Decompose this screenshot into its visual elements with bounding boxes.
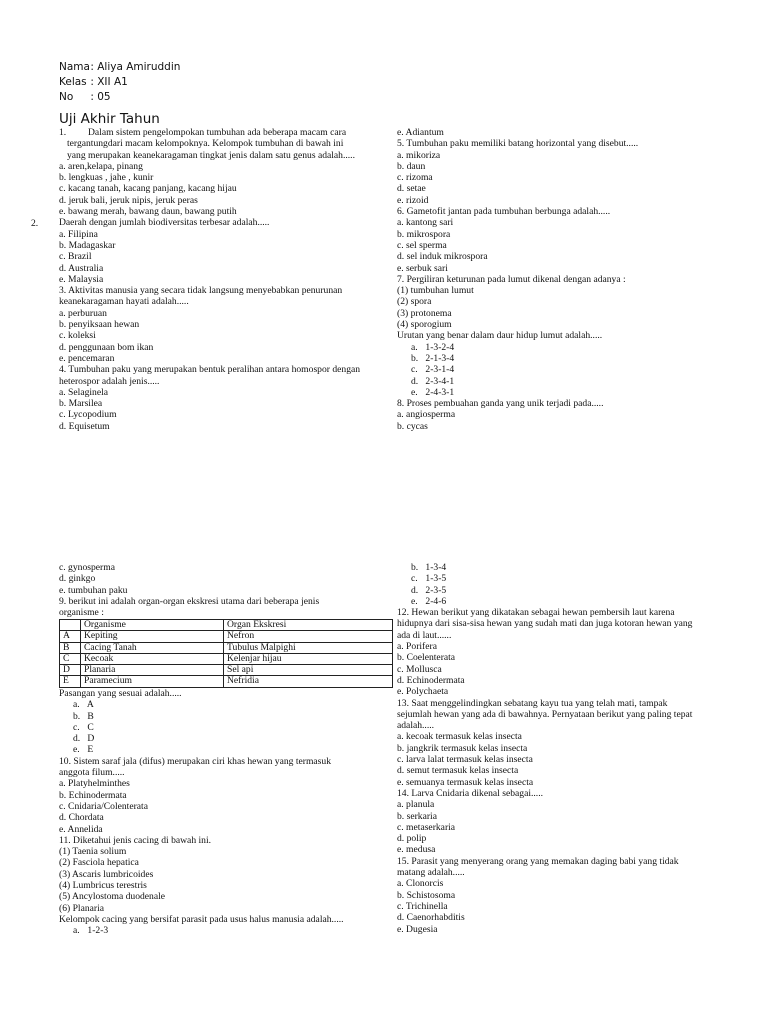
text-line: b. lengkuas , jahe , kunir	[59, 172, 154, 184]
text-line: b. Echinodermata	[59, 789, 127, 801]
option-line	[59, 733, 379, 744]
text-line: a. planula	[397, 799, 435, 811]
excretion-table	[59, 619, 393, 688]
text-line: keanekaragaman hayati adalah.....	[59, 296, 189, 308]
text-line: c. metaserkaria	[397, 821, 456, 833]
option-line	[59, 722, 379, 733]
option-letter: e.	[411, 595, 418, 607]
text-line: (3) Ascaris lumbricoides	[59, 868, 154, 880]
number-line	[59, 90, 111, 105]
table-cell: Nefron	[224, 631, 393, 642]
option-letter: c.	[411, 573, 418, 585]
table-row	[60, 676, 393, 687]
text-line: (2) Fasciola hepatica	[59, 857, 139, 869]
option-letter: e.	[73, 744, 80, 756]
text-line: a. Clonorcis	[397, 878, 444, 890]
option-line	[59, 699, 379, 710]
option-line	[397, 585, 717, 596]
text-line: 3. Aktivitas manusia yang secara tidak langsung menyebabkan penurunan	[59, 285, 343, 297]
option-letter: b.	[411, 352, 419, 364]
table-row	[60, 665, 393, 676]
text-line: d. jeruk bali, jeruk nipis, jeruk peras	[59, 194, 198, 206]
option-text: 2-3-4-1	[425, 375, 455, 387]
text-line: 6. Gametofit jantan pada tumbuhan berbunga adalah.....	[397, 206, 611, 218]
table-cell: Kepiting	[81, 631, 224, 642]
text-line: 5. Tumbuhan paku memiliki batang horizontal yang disebut.....	[397, 138, 639, 150]
option-letter: b.	[411, 562, 419, 573]
option-text: C	[87, 721, 94, 733]
text-line: adalah.....	[397, 720, 435, 732]
text-line: b. jangkrik termasuk kelas insecta	[397, 742, 528, 754]
option-text: 2-4-6	[425, 595, 447, 607]
class-line	[59, 75, 128, 90]
text-line: organisme :	[59, 607, 104, 619]
option-line	[397, 364, 717, 375]
text-line: anggota filum.....	[59, 767, 125, 779]
text-line: c. Trichinella	[397, 900, 448, 912]
text-line: 12. Hewan berikut yang dikatakan sebagai hewan pembersih laut karena	[397, 607, 675, 619]
table-cell: Paramecium	[81, 676, 224, 687]
text-line: e. serbuk sari	[397, 262, 448, 274]
text-line: b. serkaria	[397, 810, 437, 822]
text-line: d. setae	[397, 183, 426, 195]
option-text: 1-3-2-4	[425, 341, 455, 353]
table-header-cell	[60, 620, 81, 631]
text-line: d. penggunaan bom ikan	[59, 341, 154, 353]
text-line: d. ginkgo	[59, 573, 96, 585]
text-line: b. Coelenterata	[397, 652, 456, 664]
text-line: d. Echinodermata	[397, 674, 465, 686]
text-line: d. Australia	[59, 262, 104, 274]
column-top-left	[59, 127, 379, 432]
text-line: Pasangan yang sesuai adalah.....	[59, 688, 182, 699]
question-number-2: 2.	[31, 218, 39, 229]
text-line: tergantungdari macam kelompoknya. Kelompok tumbuhan di bawah ini	[67, 138, 344, 150]
option-line	[59, 744, 379, 755]
text-line: Dalam sistem pengelompokan tumbuhan ada beberapa macam cara	[88, 127, 347, 138]
option-line	[397, 376, 717, 387]
text-line: a. kantong sari	[397, 217, 454, 229]
table-cell: Tubulus Malpighi	[224, 642, 393, 653]
text-line: a. kecoak termasuk kelas insecta	[397, 731, 522, 743]
option-line	[397, 573, 717, 584]
option-line	[397, 353, 717, 364]
option-text: A	[86, 699, 94, 711]
option-text: 2-1-3-4	[425, 352, 455, 364]
text-line: 8. Proses pembuahan ganda yang unik terjadi pada.....	[397, 398, 604, 410]
option-text: D	[87, 733, 95, 745]
text-line: c. kacang tanah, kacang panjang, kacang hijau	[59, 183, 237, 195]
text-line: c. larva lalat termasuk kelas insecta	[397, 754, 533, 766]
table-cell: Cacing Tanah	[81, 642, 224, 653]
option-text: E	[87, 744, 94, 756]
text-line: 9. berikut ini adalah organ-organ ekskresi utama dari beberapa jenis	[59, 595, 320, 607]
text-line: 15. Parasit yang menyerang orang yang memakan daging babi yang tidak	[397, 855, 679, 867]
text-line: a. aren,kelapa, pinang	[59, 160, 143, 172]
table-header-cell: Organ Ekskresi	[224, 620, 393, 631]
text-line: 10. Sistem saraf jala (difus) merupakan ciri khas hewan yang termasuk	[59, 755, 332, 767]
text-line: e. medusa	[397, 844, 436, 856]
text-line: d. semut termasuk kelas insecta	[397, 765, 519, 777]
text-line: c. Brazil	[59, 251, 92, 263]
text-line: c. Mollusca	[397, 663, 442, 675]
option-letter: b.	[73, 710, 81, 722]
text-line: e. rizoid	[397, 194, 429, 206]
text-line: e. Annelida	[59, 823, 103, 835]
option-text: 2-4-3-1	[425, 386, 455, 398]
table-cell: Sel api	[224, 665, 393, 676]
text-line: Kelompok cacing yang bersifat parasit pada usus halus manusia adalah.....	[59, 913, 344, 925]
table-cell: B	[60, 642, 81, 653]
text-line: c. sel sperma	[397, 239, 447, 251]
column-top-right	[397, 127, 717, 432]
text-line: (4) sporogium	[397, 319, 452, 331]
text-line: Daerah dengan jumlah biodiversitas terbesar adalah.....	[59, 217, 270, 229]
text-line: d. sel induk mikrospora	[397, 251, 488, 263]
option-text: B	[87, 710, 94, 722]
text-line: c. rizoma	[397, 172, 433, 184]
text-line: d. Caenorhabditis	[397, 912, 465, 924]
text-line: b. Madagaskar	[59, 239, 116, 251]
text-line: (1) Taenia solium	[59, 846, 127, 858]
text-line: a. Filipina	[59, 228, 98, 240]
option-letter: c.	[411, 364, 418, 376]
option-line	[397, 387, 717, 398]
name-label: Nama	[59, 61, 90, 73]
text-line: (4) Lumbricus terestris	[59, 880, 147, 892]
option-line	[397, 596, 717, 607]
name-line	[59, 60, 180, 75]
text-line: c. koleksi	[59, 330, 96, 342]
table-cell: Planaria	[81, 665, 224, 676]
text-line: 14. Larva Cnidaria dikenal sebagai.....	[397, 787, 543, 799]
text-line: 7. Pergiliran keturunan pada lumut dikenal dengan adanya :	[397, 273, 626, 285]
option-line	[397, 342, 717, 353]
table-cell: Nefridia	[224, 676, 393, 687]
table-cell: Kelenjar hijau	[224, 653, 393, 664]
text-line: (2) spora	[397, 296, 432, 308]
text-line: Urutan yang benar dalam daur hidup lumut adalah.....	[397, 330, 603, 342]
text-line: a. Porifera	[397, 641, 437, 653]
table-row	[60, 642, 393, 653]
number-label: No	[59, 91, 74, 103]
option-line	[59, 925, 379, 936]
text-line: a. perburuan	[59, 307, 107, 319]
text-line: matang adalah.....	[397, 867, 465, 879]
option-line	[59, 711, 379, 722]
table-cell: C	[60, 653, 81, 664]
text-line: e. tumbuhan paku	[59, 584, 128, 596]
text-line: (6) Planaria	[59, 902, 105, 914]
table-cell: D	[60, 665, 81, 676]
option-letter: a.	[73, 925, 80, 937]
option-line	[397, 562, 717, 573]
table-cell: Kecoak	[81, 653, 224, 664]
table-row	[60, 631, 393, 642]
text-line: c. Lycopodium	[59, 409, 117, 421]
text-line: sejumlah hewan yang ada di bawahnya. Pernyataan berikut yang paling tepat	[397, 708, 693, 720]
text-line: e. bawang merah, bawang daun, bawang putih	[59, 206, 237, 218]
table-cell: E	[60, 676, 81, 687]
text-line: e. semuanya termasuk kelas insecta	[397, 776, 534, 788]
text-line: b. mikrospora	[397, 228, 451, 240]
text-line: b. Schistosoma	[397, 889, 456, 901]
name-value: : Aliya Amiruddin	[90, 61, 181, 73]
text-line: e. Malaysia	[59, 273, 104, 285]
option-text: 2-3-1-4	[425, 364, 455, 376]
text-line: a. Selaginela	[59, 386, 109, 398]
text-line: b. Marsilea	[59, 398, 103, 410]
text-line: e. Adiantum	[397, 127, 444, 138]
text-line: ada di laut......	[397, 629, 452, 641]
table-header-row	[60, 620, 393, 631]
text-line: hidupnya dari sisa-sisa hewan yang sudah mati dan juga kotoran hewan yang	[397, 618, 693, 630]
question-number-1: 1.	[59, 127, 67, 138]
text-line: d. Equisetum	[59, 420, 110, 432]
table-row	[60, 653, 393, 664]
option-letter: d.	[411, 584, 419, 596]
option-text: 1-2-3	[87, 925, 109, 937]
option-letter: d.	[73, 733, 81, 745]
option-text: 1-3-5	[425, 573, 447, 585]
text-line: a. angiosperma	[397, 409, 456, 421]
text-line: c. Cnidaria/Colenterata	[59, 800, 148, 812]
text-line: e. pencemaran	[59, 352, 115, 364]
text-line: (3) protonema	[397, 307, 452, 319]
text-line: yang merupakan keanekaragaman tingkat jenis dalam satu genus adalah.....	[67, 149, 355, 161]
text-line: heterospor adalah jenis.....	[59, 375, 160, 387]
text-line: d. Chordata	[59, 812, 104, 824]
text-line: c. gynosperma	[59, 562, 115, 573]
text-line: (5) Ancylostoma duodenale	[59, 891, 166, 903]
number-value: : 05	[90, 91, 111, 103]
text-line: (1) tumbuhan lumut	[397, 285, 474, 297]
class-value: : XII A1	[90, 76, 128, 88]
text-line: e. Dugesia	[397, 923, 438, 935]
option-letter: a.	[73, 699, 80, 711]
option-letter: e.	[411, 386, 418, 398]
option-text: 1-3-4	[425, 562, 447, 573]
text-line: 4. Tumbuhan paku yang merupakan bentuk peralihan antara homospor dengan	[59, 364, 361, 376]
text-line: a. Platyhelminthes	[59, 778, 130, 790]
option-letter: a.	[411, 341, 418, 353]
text-line: e. Polychaeta	[397, 686, 449, 698]
text-line: b. daun	[397, 160, 426, 172]
text-line: d. polip	[397, 833, 427, 845]
text-line: b. cycas	[397, 420, 428, 432]
text-line: 13. Saat menggelindingkan sebatang kayu tua yang telah mati, tampak	[397, 697, 668, 709]
text-line: a. mikoriza	[397, 149, 441, 161]
column-bottom-left-a	[59, 562, 379, 618]
option-text: 2-3-5	[425, 584, 447, 596]
column-bottom-right	[397, 562, 717, 935]
text-line: 11. Diketahui jenis cacing di bawah ini.	[59, 834, 212, 846]
option-letter: c.	[73, 721, 80, 733]
table-header-cell: Organisme	[81, 620, 224, 631]
option-letter: d.	[411, 375, 419, 387]
document-title: Uji Akhir Tahun	[59, 111, 160, 127]
table-cell: A	[60, 631, 81, 642]
class-label: Kelas	[59, 76, 87, 88]
column-bottom-left-b	[59, 688, 379, 937]
text-line: b. penyiksaan hewan	[59, 319, 140, 331]
